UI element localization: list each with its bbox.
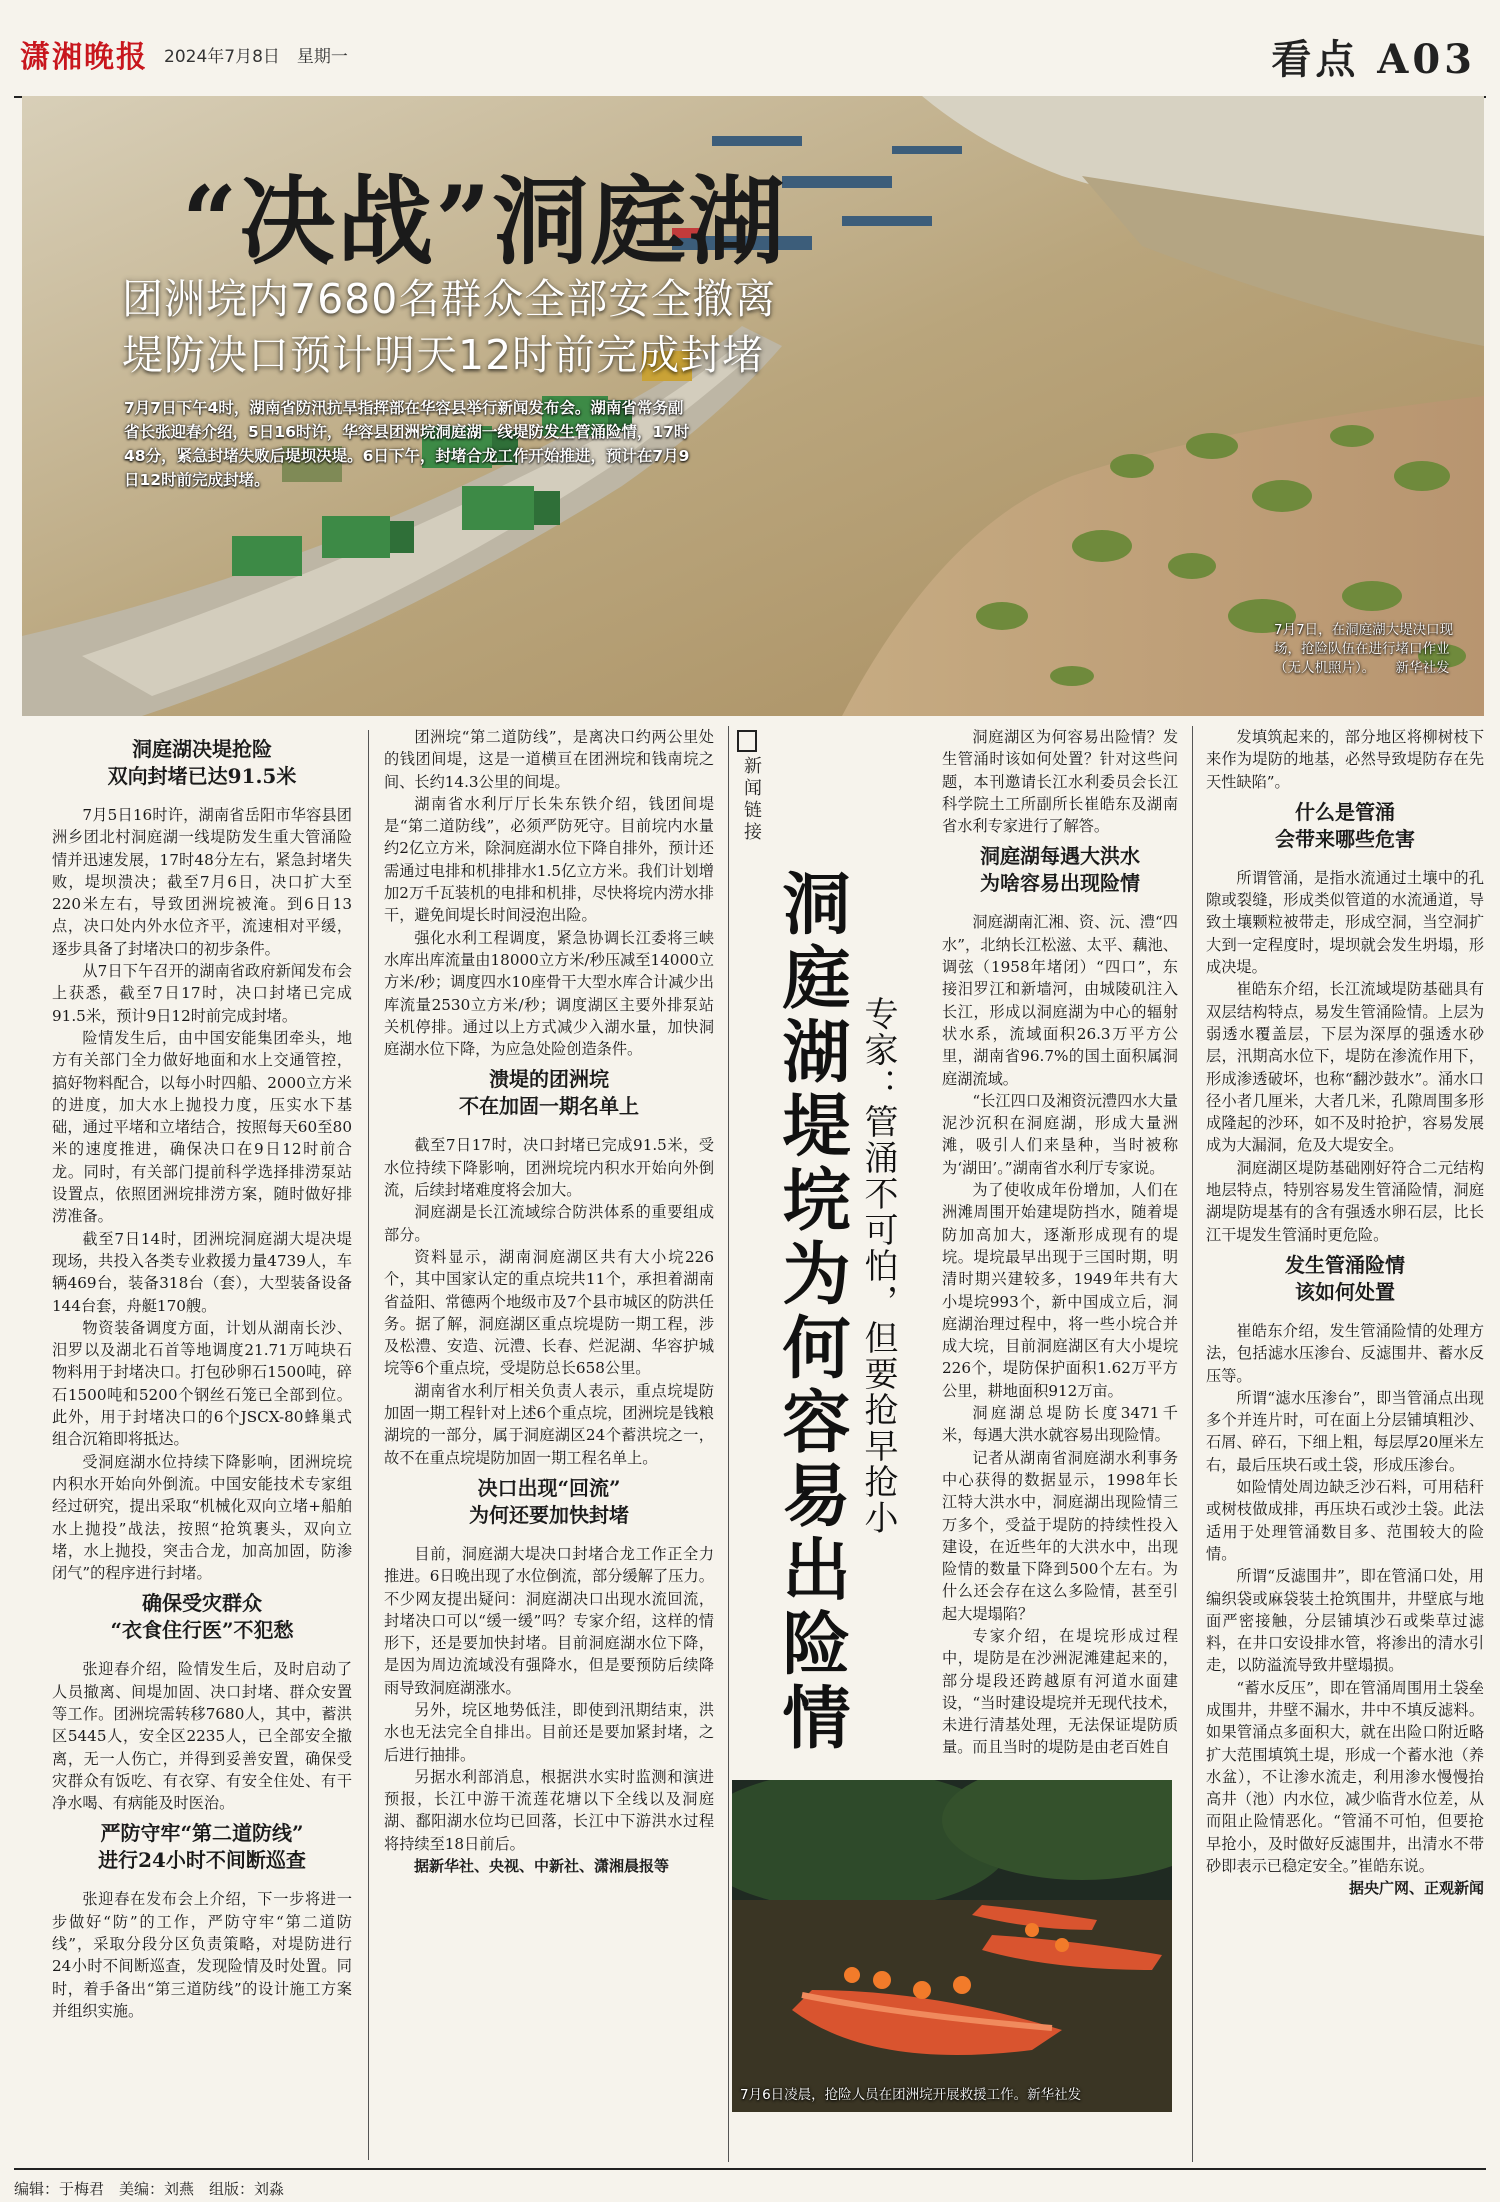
news-link-tag: 新闻链接	[741, 756, 762, 844]
heading-what-is-piping: 什么是管涌 会带来哪些危害	[1275, 799, 1415, 851]
heading-victims: 确保受灾群众 “衣食住行医”不犯愁	[110, 1591, 294, 1643]
section-label: 看点 A03	[1271, 36, 1476, 83]
newspaper-logo: 潇湘晚报	[20, 40, 148, 75]
column-3: 洞庭湖区为何容易出险情？发生管涌时该如何处置？针对这些问题，本刊邀请长江水利委员会长江科学院土工所副所长崔皓东及湖南省水利专家进行了解答。 洞庭湖每遇大洪水 为啥容易出现险情 洞庭湖南汇湘、资、沅、澧“四水”，北纳长江松滋、太平、藕池、调弦（1958年堵闭）“四口”，东接汨罗江和新墙河，由城陵矶注入长江，形成以洞庭湖为中心的辐射状水系，流域面积26.3万平方公里，湖南省96.7%的国土面积属洞庭湖流域。 “长江四口及湘资沅澧四水大量泥沙沉积在洞庭湖，形成大量洲滩，吸引人们来垦种，当时被称为‘湖田’。”湖南省水利厅专家说。 为了使收成年份增加，人们在洲滩周围开始建堤防挡水，随着堤防加高加大，逐渐形成现有的堤垸。堤垸最早出现于三国时期，明清时期兴建较多，1949年共有大小堤垸993个，新中国成立后，洞庭湖治理过程中，将一些小垸合并成大垸，目前洞庭湖区有大小堤垸226个，堤防保护面积1.62万平方公里，耕地面积912万亩。 洞庭湖总堤防长度3471千米，每遇大洪水就容易出现险情。 记者从湖南省洞庭湖水利事务中心获得的数据显示，1998年长江特大洪水中，洞庭湖出现险情三万多个，受益于堤防的持续性投入建设，在近些年的大洪水中，出现险情的数量下降到500个左右。为什么还会存在这么多险情，甚至引起大堤塌陷？ 专家介绍，在堤垸形成过程中，堤防是在沙洲泥滩建起来的，部分堤段还跨越原有河道水面建设，“当时建设堤垸并无现代技术，未进行清基处理，无法保证堤防质量。而且当时的堤防是由老百姓自	[942, 728, 1178, 1757]
column-4: 发填筑起来的，部分地区将柳树枝下来作为堤防的地基，必然导致堤防存在先天性缺陷”。 什么是管涌 会带来哪些危害 所谓管涌，是指水流通过土壤中的孔隙或裂缝，形成类似管道的水流通道，导致土壤颗粒被带走，形成空洞，当空洞扩大到一定程度时，堤坝就会发生坍塌，形成决堤。 崔皓东介绍，长江流域堤防基础具有双层结构特点，易发生管涌险情。上层为弱透水覆盖层，下层为深厚的强透水砂层，汛期高水位下，堤防在渗流作用下，形成渗透破坏，也称“翻沙鼓水”。涌水口径小者几厘米，大者几米，孔隙周围多形成隆起的沙环，如不及时抢护，容易发展成为大漏洞，危及大堤安全。 洞庭湖区堤防基础刚好符合二元结构地层特点，特别容易发生管涌险情，洞庭湖堤防堤基有的含有强透水卵石层，比长江干堤发生管涌时更危险。 发生管涌险情 该如何处置 崔皓东介绍，发生管涌险情的处理方法，包括滤水压渗台、反滤围井、蓄水反压等。 所谓“滤水压渗台”，即当管涌点出现多个并连片时，可在面上分层铺填粗沙、石屑、碎石，下细上粗，每层厚20厘米左右，最后压块石或土袋，形成压渗台。 如险情处周边缺乏沙石料，可用秸秆或树枝做成排，再压块石或沙土袋。此法适用于处理管涌数目多、范围较大的险情。 所谓“反滤围井”，即在管涌口处，用编织袋或麻袋装土抢筑围井，井壁底与地面严密接触，分层铺填沙石或柴草过滤料，在井口安设排水管，将渗出的清水引走，以防溢流导致井壁塌损。 “蓄水反压”，即在管涌周围用土袋垒成围井，井壁不漏水，井中不填反滤料。如果管涌点多面积大，就在出险口附近略扩大范围填筑土堤，形成一个蓄水池（养水盆），不让渗水流走，利用渗水慢慢抬高井（池）内水位，减少临背水位差，从而阻止险情恶化。“管涌不可怕，但要抢早抢小，及时做好反滤围井，出清水不带砂即表示已稳定安全。”崔皓东说。 据央广网、正观新闻	[1206, 726, 1484, 2162]
heading-second-defense: 严防守牢“第二道防线” 进行24小时不间断巡查	[98, 1821, 306, 1873]
editor-credits: 编辑：于梅君 美编：刘燕 组版：刘淼	[14, 2180, 285, 2198]
rescue-boat-illustration	[732, 1780, 1172, 2112]
hero-caption: 7月7日，在洞庭湖大堤决口现场，抢险队伍在进行堵口作业（无人机照片）。 新华社发	[1274, 622, 1454, 676]
lead-paragraph: 7月7日下午4时，湖南省防汛抗旱指挥部在华容县举行新闻发布会。湖南省常务副省长张迎春介绍，5日16时许，华容县团洲垸洞庭湖一线堤防发生管涌险情，17时48分，紧急封堵失败后堤坝决堤。6日下午，封堵合龙工作开始推进，预计在7月9日12时前完成封堵。	[124, 399, 690, 489]
main-headline: “决战”洞庭湖	[182, 165, 787, 278]
expert-subtitle: 专家：管涌不可怕，但要抢早抢小	[858, 996, 898, 1536]
hero-photo	[22, 96, 1484, 716]
heading-not-in-list: 溃堤的团洲垸 不在加固一期名单上	[459, 1067, 639, 1119]
column-1: 洞庭湖决堤抢险 双向封堵已达91.5米 7月5日16时许，湖南省岳阳市华容县团洲乡团北村洞庭湖一线堤防发生重大管涌险情并迅速发展，17时48分左右，紧急封堵失败，堤坝溃决；截至7月6日，决口扩大至220米左右，导致团洲垸被淹。到6日13点，决口处内外水位齐平，流速相对平缓，逐步具备了封堵决口的初步条件。 从7日下午召开的湖南省政府新闻发布会上获悉，截至7日17时，决口封堵已完成91.5米，预计9日12时前完成封堵。 险情发生后，由中国安能集团牵头，地方有关部门全力做好地面和水上交通管控，搞好物料配合，以每小时四船、2000立方米的进度，加大水上抛投力度，压实水下基础，通过平堵和立堵结合，按照每天60至80米的速度推进，确保决口在9日12时前合龙。同时，有关部门提前科学选择排涝泵站设置点，依照团洲垸排涝方案，随时做好排涝准备。 截至7日14时，团洲垸洞庭湖大堤决堤现场，共投入各类专业救援力量4739人，车辆469台，装备318台（套），大型装备设备144台套，舟艇170艘。 物资装备调度方面，计划从湖南长沙、汨罗以及湖北石首等地调度21.71万吨块石物料用于封堵决口。打包砂卵石1500吨，碎石1500吨和5200个钢丝石笼已全部到位。此外，用于封堵决口的6个JSCX-80蜂巢式组合沉箱即将抵达。 受洞庭湖水位持续下降影响，团洲垸垸内积水开始向外倒流。中国安能技术专家组经过研究，提出采取“机械化双向立堵+船舶水上抛投”战法，按照“抢筑裹头，双向立堵，水上抛投，突击合龙，加高加固，防渗闭气”的程序进行封堵。 确保受灾群众 “衣食住行医”不犯愁 张迎春介绍，险情发生后，及时启动了人员撤离、间堤加固、决口封堵、群众安置等工作。团洲垸需转移7680人，其中，蓄洪区5445人，安全区2235人，已全部安全撤离，无一人伤亡，并得到妥善安置，确保受灾群众有饭吃、有衣穿、有安全住处、有干净水喝、有病能及时医治。 严防守牢“第二道防线” 进行24小时不间断巡查 张迎春在发布会上介绍，下一步将进一步做好“防”的工作，严防守牢“第二道防线”，采取分段分区负责策略，对堤防进行24小时不间断巡查，发现险情及时处置。同时，着手备出“第三道防线”的设计施工方案并组织实施。	[52, 737, 352, 2020]
column-divider	[728, 726, 729, 2162]
page-header	[14, 10, 1486, 98]
page-footer	[14, 2168, 1486, 2199]
source-credit-4: 据央广网、正观新闻	[1348, 1879, 1484, 1898]
subheadline-1: 团洲垸内7680名群众全部安全撤离	[122, 275, 777, 323]
column-divider	[1192, 726, 1193, 2162]
news-link-marker	[737, 730, 757, 752]
feature-title: 洞庭湖堤垸为何容易出险情	[771, 868, 851, 1756]
issue-date: 2024年7月8日 星期一	[164, 47, 348, 67]
subheadline-2: 堤防决口预计明天12时前完成封堵	[122, 331, 765, 379]
rescue-caption: 7月6日凌晨，抢险人员在团洲垸开展救援工作。新华社发	[740, 2087, 1082, 2103]
heading-how-to-handle: 发生管涌险情 该如何处置	[1285, 1252, 1405, 1304]
heading-why-risky: 洞庭湖每遇大洪水 为啥容易出现险情	[980, 844, 1140, 896]
rescue-photo	[732, 1780, 1172, 2112]
column-divider	[368, 730, 369, 2160]
heading-seal-breach: 洞庭湖决堤抢险 双向封堵已达91.5米	[107, 737, 297, 788]
column-2: 团洲垸“第二道防线”，是离决口约两公里处的钱团间堤，这是一道横亘在团洲垸和钱南垸之间、长约14.3公里的间堤。 湖南省水利厅厅长朱东铁介绍，钱团间堤是“第二道防线”，必须严防死守。目前垸内水量约2亿立方米，除洞庭湖水位下降自排外，预计还需通过电排和机排排水1.5亿立方米。我们计划增加2万千瓦装机的电排和机排，尽快将垸内涝水排干，避免间堤长时间浸泡出险。 强化水利工程调度，紧急协调长江委将三峡水库出库流量由18000立方米/秒压减至14000立方米/秒；调度四水10座骨干大型水库合计减少出库流量2530立方米/秒；调度湖区主要外排泵站关机停排。通过以上方式减少入湖水量，加快洞庭湖水位下降，为应急处险创造条件。 溃堤的团洲垸 不在加固一期名单上 截至7日17时，决口封堵已完成91.5米，受水位持续下降影响，团洲垸垸内积水开始向外倒流，后续封堵难度将会加大。 洞庭湖是长江流域综合防洪体系的重要组成部分。 资料显示，湖南洞庭湖区共有大小垸226个，其中国家认定的重点垸共11个，承担着湖南省益阳、常德两个地级市及7个县市城区的防洪任务。据了解，洞庭湖区重点垸堤防一期工程，涉及松澧、安造、沅澧、长春、烂泥湖、华容护城垸等6个重点垸，受堤防总长658公里。 湖南省水利厅相关负责人表示，重点垸堤防加固一期工程针对上述6个重点垸，团洲垸是钱粮湖垸的一部分，属于洞庭湖区24个蓄洪垸之一，故不在重点垸堤防加固一期工程名单上。 决口出现“回流” 为何还要加快封堵 目前，洞庭湖大堤决口封堵合龙工作正全力推进。6日晚出现了水位倒流，部分缓解了压力。不少网友提出疑问：洞庭湖决口出现水流回流，封堵决口可以“缓一缓”吗？专家介绍，这样的情形下，还是要加快封堵。目前洞庭湖水位下降，是因为周边流域没有强降水，但是要预防后续降雨导致洞庭湖涨水。 另外，垸区地势低洼，即使到汛期结束，洪水也无法完全自排出。目前还是要加紧封堵，之后进行抽排。 另据水利部消息，根据洪水实时监测和演进预报，长江中游干流莲花塘以下全线以及洞庭湖、鄱阳湖水位均已回落，长江中下游洪水过程将持续至18日前后。 据新华社、央视、中新社、潇湘晨报等	[384, 726, 714, 2162]
heading-backflow: 决口出现“回流” 为何还要加快封堵	[469, 1475, 629, 1527]
source-credit-2: 据新华社、央视、中新社、潇湘晨报等	[414, 1857, 670, 1876]
